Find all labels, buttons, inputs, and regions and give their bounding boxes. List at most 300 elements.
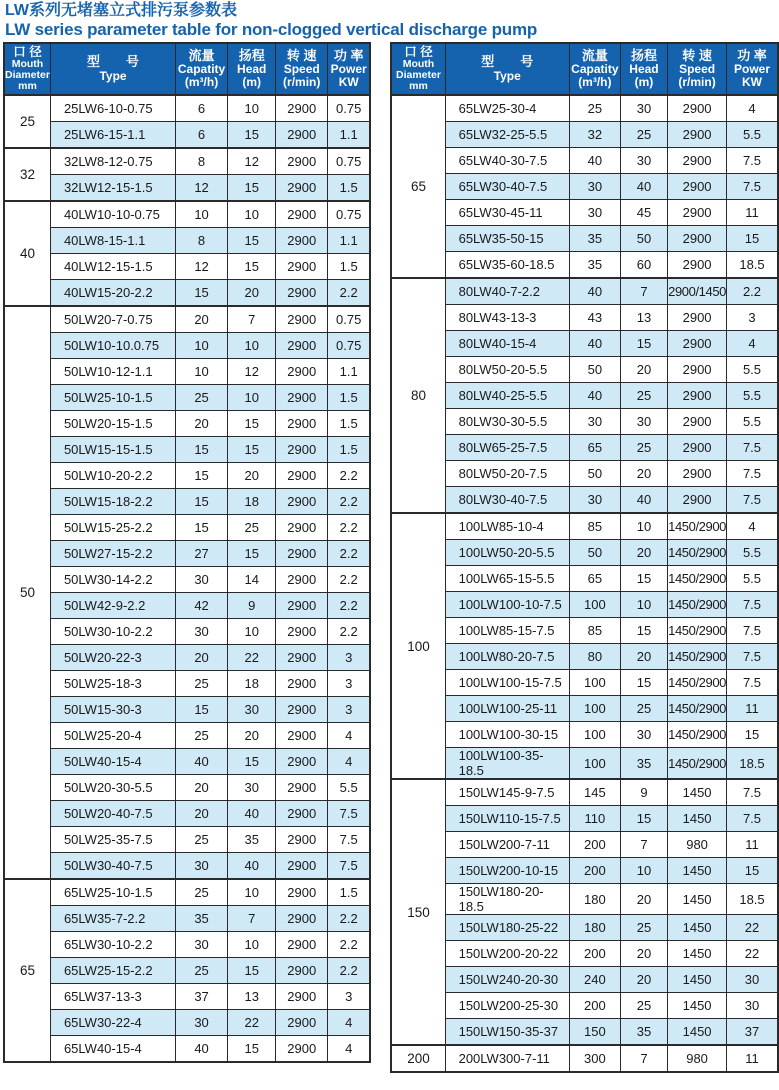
capacity-cell: 25: [176, 827, 228, 853]
speed-cell: 2900: [668, 252, 727, 279]
table-row: [4, 228, 370, 254]
table-row: [391, 779, 778, 806]
power-cell: 5.5: [328, 775, 371, 801]
diameter-cell: 40: [4, 201, 50, 306]
type-cell: 65LW40-30-7.5: [445, 148, 569, 174]
speed-cell: 2900: [276, 541, 328, 567]
speed-cell: 2900: [276, 411, 328, 437]
capacity-cell: 40: [569, 331, 620, 357]
capacity-cell: 20: [176, 801, 228, 827]
capacity-cell: 50: [569, 540, 620, 566]
speed-cell: 1450: [668, 993, 727, 1019]
speed-cell: 2900: [276, 984, 328, 1010]
col-header-speed: 转 速 Speed (r/min): [668, 43, 727, 96]
capacity-cell: 30: [176, 932, 228, 958]
page-titles: [5, 3, 779, 39]
col-header-capacity: 流量 Capatity (m³/h): [569, 43, 620, 96]
head-cell: 20: [620, 357, 667, 383]
table-row: [391, 832, 778, 858]
table-row: [4, 437, 370, 463]
type-cell: 150LW180-25-22: [445, 915, 569, 941]
capacity-cell: 200: [569, 941, 620, 967]
head-cell: 10: [227, 879, 275, 906]
speed-cell: 2900: [276, 619, 328, 645]
table-row: [391, 331, 778, 357]
capacity-cell: 40: [569, 278, 620, 305]
type-cell: 150LW200-10-15: [445, 858, 569, 884]
col-header-power: 功 率 Power KW: [328, 43, 371, 96]
power-cell: 0.75: [328, 306, 371, 333]
power-cell: 4: [727, 95, 779, 122]
type-cell: 65LW40-15-4: [50, 1036, 175, 1063]
table-row: [4, 775, 370, 801]
speed-cell: 2900: [276, 1010, 328, 1036]
type-cell: 50LW20-7-0.75: [50, 306, 175, 333]
table-row: [4, 515, 370, 541]
capacity-cell: 100: [569, 670, 620, 696]
type-cell: 40LW15-20-2.2: [50, 280, 175, 307]
speed-cell: 2900: [276, 801, 328, 827]
capacity-cell: 30: [176, 567, 228, 593]
power-cell: 5.5: [727, 357, 779, 383]
head-cell: 7: [227, 306, 275, 333]
speed-cell: 1450/2900: [668, 592, 727, 618]
type-cell: 65LW37-13-3: [50, 984, 175, 1010]
diameter-cell: 25: [4, 95, 50, 148]
table-row: [4, 645, 370, 671]
power-cell: 7.5: [727, 148, 779, 174]
table-row: [391, 540, 778, 566]
speed-cell: 2900: [668, 357, 727, 383]
table-row: [4, 385, 370, 411]
tables-container: [3, 42, 779, 1074]
speed-cell: 2900: [668, 95, 727, 122]
power-cell: 2.2: [328, 515, 371, 541]
speed-cell: 2900: [276, 906, 328, 932]
diameter-cell: 50: [4, 306, 50, 879]
type-cell: 40LW8-15-1.1: [50, 228, 175, 254]
type-cell: 50LW40-15-4: [50, 749, 175, 775]
type-cell: 25LW6-10-0.75: [50, 95, 175, 122]
table-row: [391, 122, 778, 148]
capacity-cell: 200: [569, 858, 620, 884]
capacity-cell: 40: [176, 749, 228, 775]
speed-cell: 2900: [276, 958, 328, 984]
type-cell: 150LW110-15-7.5: [445, 806, 569, 832]
speed-cell: 2900: [276, 489, 328, 515]
power-cell: 15: [727, 858, 779, 884]
power-cell: 2.2: [328, 593, 371, 619]
capacity-cell: 30: [569, 409, 620, 435]
power-cell: 7.5: [328, 801, 371, 827]
capacity-cell: 10: [176, 201, 228, 228]
col-header-head: 扬程 Head (m): [227, 43, 275, 96]
speed-cell: 2900: [276, 723, 328, 749]
head-cell: 20: [620, 540, 667, 566]
power-cell: 15: [727, 226, 779, 252]
type-cell: 80LW65-25-7.5: [445, 435, 569, 461]
type-cell: 80LW43-13-3: [445, 305, 569, 331]
power-cell: 4: [328, 723, 371, 749]
power-cell: 11: [727, 832, 779, 858]
table-row: [391, 226, 778, 252]
head-cell: 20: [227, 463, 275, 489]
speed-cell: 2900: [276, 122, 328, 149]
head-cell: 15: [227, 254, 275, 280]
capacity-cell: 300: [569, 1045, 620, 1072]
head-cell: 25: [227, 515, 275, 541]
table-row: [391, 305, 778, 331]
col-header-diameter: 口 径 Mouth Diameter mm: [4, 43, 50, 96]
power-cell: 0.75: [328, 148, 371, 175]
capacity-cell: 35: [569, 252, 620, 279]
capacity-cell: 50: [569, 461, 620, 487]
type-cell: 65LW35-50-15: [445, 226, 569, 252]
type-cell: 80LW40-7-2.2: [445, 278, 569, 305]
type-cell: 100LW50-20-5.5: [445, 540, 569, 566]
type-cell: 100LW100-15-7.5: [445, 670, 569, 696]
table-row: [4, 593, 370, 619]
table-row: [4, 489, 370, 515]
table-row: [4, 567, 370, 593]
table-row: [391, 435, 778, 461]
speed-cell: 1450: [668, 915, 727, 941]
table-row: [391, 566, 778, 592]
table-row: [4, 723, 370, 749]
speed-cell: 1450/2900: [668, 513, 727, 540]
capacity-cell: 15: [176, 437, 228, 463]
head-cell: 10: [227, 95, 275, 122]
type-cell: 50LW10-10.0.75: [50, 333, 175, 359]
power-cell: 5.5: [727, 540, 779, 566]
head-cell: 10: [620, 513, 667, 540]
table-row: [391, 148, 778, 174]
speed-cell: 2900: [276, 1036, 328, 1063]
table-row: [4, 879, 370, 906]
table-row: [4, 958, 370, 984]
pump-table-right: [390, 42, 779, 1074]
head-cell: 15: [227, 228, 275, 254]
head-cell: 25: [620, 696, 667, 722]
power-cell: 2.2: [328, 932, 371, 958]
power-cell: 3: [727, 305, 779, 331]
power-cell: 2.2: [328, 906, 371, 932]
speed-cell: 2900: [276, 201, 328, 228]
head-cell: 30: [227, 697, 275, 723]
diameter-cell: 80: [391, 278, 445, 513]
head-cell: 30: [620, 95, 667, 122]
speed-cell: 1450: [668, 858, 727, 884]
head-cell: 45: [620, 200, 667, 226]
capacity-cell: 35: [176, 906, 228, 932]
capacity-cell: 20: [176, 775, 228, 801]
capacity-cell: 20: [176, 645, 228, 671]
speed-cell: 2900: [668, 200, 727, 226]
capacity-cell: 30: [176, 619, 228, 645]
power-cell: 7.5: [727, 618, 779, 644]
speed-cell: 1450: [668, 1019, 727, 1046]
speed-cell: 2900: [276, 775, 328, 801]
type-cell: 100LW85-15-7.5: [445, 618, 569, 644]
table-row: [4, 148, 370, 175]
table-row: [4, 122, 370, 149]
power-cell: 18.5: [727, 252, 779, 279]
speed-cell: 1450/2900: [668, 748, 727, 780]
type-cell: 25LW6-15-1.1: [50, 122, 175, 149]
speed-cell: 2900: [276, 254, 328, 280]
speed-cell: 2900: [276, 671, 328, 697]
type-cell: 65LW32-25-5.5: [445, 122, 569, 148]
table-row: [4, 333, 370, 359]
type-cell: 150LW240-20-30: [445, 967, 569, 993]
speed-cell: 2900: [668, 487, 727, 514]
type-cell: 50LW27-15-2.2: [50, 541, 175, 567]
power-cell: 1.1: [328, 122, 371, 149]
capacity-cell: 42: [176, 593, 228, 619]
head-cell: 25: [620, 435, 667, 461]
table-row: [4, 827, 370, 853]
type-cell: 200LW300-7-11: [445, 1045, 569, 1072]
table-row: [4, 463, 370, 489]
capacity-cell: 80: [569, 644, 620, 670]
speed-cell: 1450/2900: [668, 722, 727, 748]
head-cell: 25: [620, 915, 667, 941]
table-row: [4, 984, 370, 1010]
power-cell: 4: [328, 749, 371, 775]
type-cell: 100LW100-10-7.5: [445, 592, 569, 618]
head-cell: 10: [620, 592, 667, 618]
power-cell: 4: [727, 331, 779, 357]
head-cell: 15: [620, 331, 667, 357]
power-cell: 5.5: [727, 383, 779, 409]
head-cell: 18: [227, 671, 275, 697]
power-cell: 3: [328, 984, 371, 1010]
col-header-diameter: 口 径 Mouth Diameter mm: [391, 43, 445, 96]
capacity-cell: 20: [176, 306, 228, 333]
speed-cell: 2900: [276, 827, 328, 853]
table-row: [391, 357, 778, 383]
table-row: [391, 858, 778, 884]
table-row: [4, 175, 370, 202]
table-row: [391, 748, 778, 780]
speed-cell: 2900: [668, 174, 727, 200]
capacity-cell: 200: [569, 832, 620, 858]
type-cell: 80LW40-25-5.5: [445, 383, 569, 409]
power-cell: 7.5: [328, 827, 371, 853]
power-cell: 11: [727, 1045, 779, 1072]
power-cell: 7.5: [727, 487, 779, 514]
table-row: [391, 722, 778, 748]
head-cell: 14: [227, 567, 275, 593]
speed-cell: 2900: [276, 437, 328, 463]
head-cell: 10: [227, 385, 275, 411]
speed-cell: 2900: [668, 122, 727, 148]
table-row: [391, 884, 778, 915]
table-row: [4, 541, 370, 567]
col-header-type: 型 号 Type: [50, 43, 175, 96]
table-row: [391, 95, 778, 122]
type-cell: 50LW25-20-4: [50, 723, 175, 749]
col-header-speed: 转 速 Speed (r/min): [276, 43, 328, 96]
capacity-cell: 30: [176, 853, 228, 880]
head-cell: 10: [227, 201, 275, 228]
table-row: [391, 644, 778, 670]
capacity-cell: 180: [569, 884, 620, 915]
head-cell: 50: [620, 226, 667, 252]
speed-cell: 2900: [668, 148, 727, 174]
speed-cell: 2900: [668, 435, 727, 461]
capacity-cell: 10: [176, 333, 228, 359]
speed-cell: 2900/1450: [668, 278, 727, 305]
power-cell: 1.5: [328, 175, 371, 202]
power-cell: 2.2: [328, 489, 371, 515]
pump-table-left: [3, 42, 371, 1064]
capacity-cell: 85: [569, 618, 620, 644]
capacity-cell: 20: [176, 411, 228, 437]
table-row: [391, 1045, 778, 1072]
table-row: [391, 1019, 778, 1046]
speed-cell: 2900: [276, 228, 328, 254]
type-cell: 40LW12-15-1.5: [50, 254, 175, 280]
type-cell: 65LW30-10-2.2: [50, 932, 175, 958]
table-row: [4, 95, 370, 122]
speed-cell: 2900: [276, 567, 328, 593]
head-cell: 15: [227, 411, 275, 437]
speed-cell: 2900: [276, 95, 328, 122]
power-cell: 0.75: [328, 333, 371, 359]
speed-cell: 980: [668, 832, 727, 858]
head-cell: 18: [227, 489, 275, 515]
power-cell: 3: [328, 697, 371, 723]
speed-cell: 1450: [668, 941, 727, 967]
speed-cell: 1450: [668, 779, 727, 806]
speed-cell: 1450/2900: [668, 644, 727, 670]
type-cell: 65LW25-10-1.5: [50, 879, 175, 906]
speed-cell: 2900: [276, 306, 328, 333]
table-row: [391, 174, 778, 200]
table-row: [4, 201, 370, 228]
capacity-cell: 10: [176, 359, 228, 385]
capacity-cell: 15: [176, 515, 228, 541]
head-cell: 35: [620, 1019, 667, 1046]
power-cell: 7.5: [727, 435, 779, 461]
power-cell: 18.5: [727, 884, 779, 915]
power-cell: 1.1: [328, 228, 371, 254]
table-row: [4, 411, 370, 437]
capacity-cell: 145: [569, 779, 620, 806]
type-cell: 65LW35-7-2.2: [50, 906, 175, 932]
head-cell: 15: [620, 670, 667, 696]
capacity-cell: 85: [569, 513, 620, 540]
speed-cell: 2900: [668, 409, 727, 435]
type-cell: 100LW80-20-7.5: [445, 644, 569, 670]
diameter-cell: 150: [391, 779, 445, 1045]
power-cell: 7.5: [328, 853, 371, 880]
capacity-cell: 100: [569, 592, 620, 618]
type-cell: 40LW10-10-0.75: [50, 201, 175, 228]
head-cell: 15: [227, 1036, 275, 1063]
table-row: [391, 252, 778, 279]
head-cell: 30: [620, 722, 667, 748]
type-cell: 80LW40-15-4: [445, 331, 569, 357]
power-cell: 5.5: [727, 409, 779, 435]
power-cell: 15: [727, 722, 779, 748]
table-row: [4, 280, 370, 307]
type-cell: 50LW15-15-1.5: [50, 437, 175, 463]
power-cell: 11: [727, 696, 779, 722]
head-cell: 20: [227, 723, 275, 749]
table-row: [391, 461, 778, 487]
capacity-cell: 25: [569, 95, 620, 122]
diameter-cell: 65: [4, 879, 50, 1062]
power-cell: 4: [328, 1036, 371, 1063]
type-cell: 150LW200-25-30: [445, 993, 569, 1019]
capacity-cell: 30: [569, 200, 620, 226]
power-cell: 0.75: [328, 95, 371, 122]
table-row: [4, 306, 370, 333]
type-cell: 50LW30-10-2.2: [50, 619, 175, 645]
type-cell: 150LW150-35-37: [445, 1019, 569, 1046]
power-cell: 1.1: [328, 359, 371, 385]
capacity-cell: 50: [569, 357, 620, 383]
power-cell: 2.2: [328, 541, 371, 567]
table-row: [391, 696, 778, 722]
power-cell: 1.5: [328, 879, 371, 906]
type-cell: 100LW85-10-4: [445, 513, 569, 540]
speed-cell: 2900: [276, 333, 328, 359]
table-row: [391, 409, 778, 435]
table-row: [4, 671, 370, 697]
speed-cell: 2900: [276, 645, 328, 671]
head-cell: 40: [227, 853, 275, 880]
speed-cell: 2900: [276, 515, 328, 541]
head-cell: 15: [620, 566, 667, 592]
col-header-power: 功 率 Power KW: [727, 43, 779, 96]
capacity-cell: 30: [569, 174, 620, 200]
type-cell: 50LW20-40-7.5: [50, 801, 175, 827]
head-cell: 15: [227, 437, 275, 463]
table-row: [4, 749, 370, 775]
type-cell: 32LW8-12-0.75: [50, 148, 175, 175]
capacity-cell: 43: [569, 305, 620, 331]
table-row: [4, 853, 370, 880]
pump-table-right-body: [391, 95, 778, 1072]
type-cell: 50LW20-30-5.5: [50, 775, 175, 801]
capacity-cell: 240: [569, 967, 620, 993]
type-cell: 50LW20-15-1.5: [50, 411, 175, 437]
capacity-cell: 15: [176, 280, 228, 307]
speed-cell: 1450: [668, 884, 727, 915]
type-cell: 50LW25-35-7.5: [50, 827, 175, 853]
table-row: [4, 906, 370, 932]
power-cell: 22: [727, 915, 779, 941]
type-cell: 65LW25-30-4: [445, 95, 569, 122]
capacity-cell: 150: [569, 1019, 620, 1046]
head-cell: 25: [620, 383, 667, 409]
pump-table-left-body: [4, 95, 370, 1062]
power-cell: 5.5: [727, 566, 779, 592]
capacity-cell: 37: [176, 984, 228, 1010]
table-row: [391, 670, 778, 696]
power-cell: 7.5: [727, 461, 779, 487]
power-cell: 1.5: [328, 254, 371, 280]
power-cell: 2.2: [328, 619, 371, 645]
head-cell: 20: [620, 941, 667, 967]
head-cell: 40: [620, 487, 667, 514]
diameter-cell: 65: [391, 95, 445, 278]
head-cell: 10: [227, 619, 275, 645]
table-row: [4, 359, 370, 385]
